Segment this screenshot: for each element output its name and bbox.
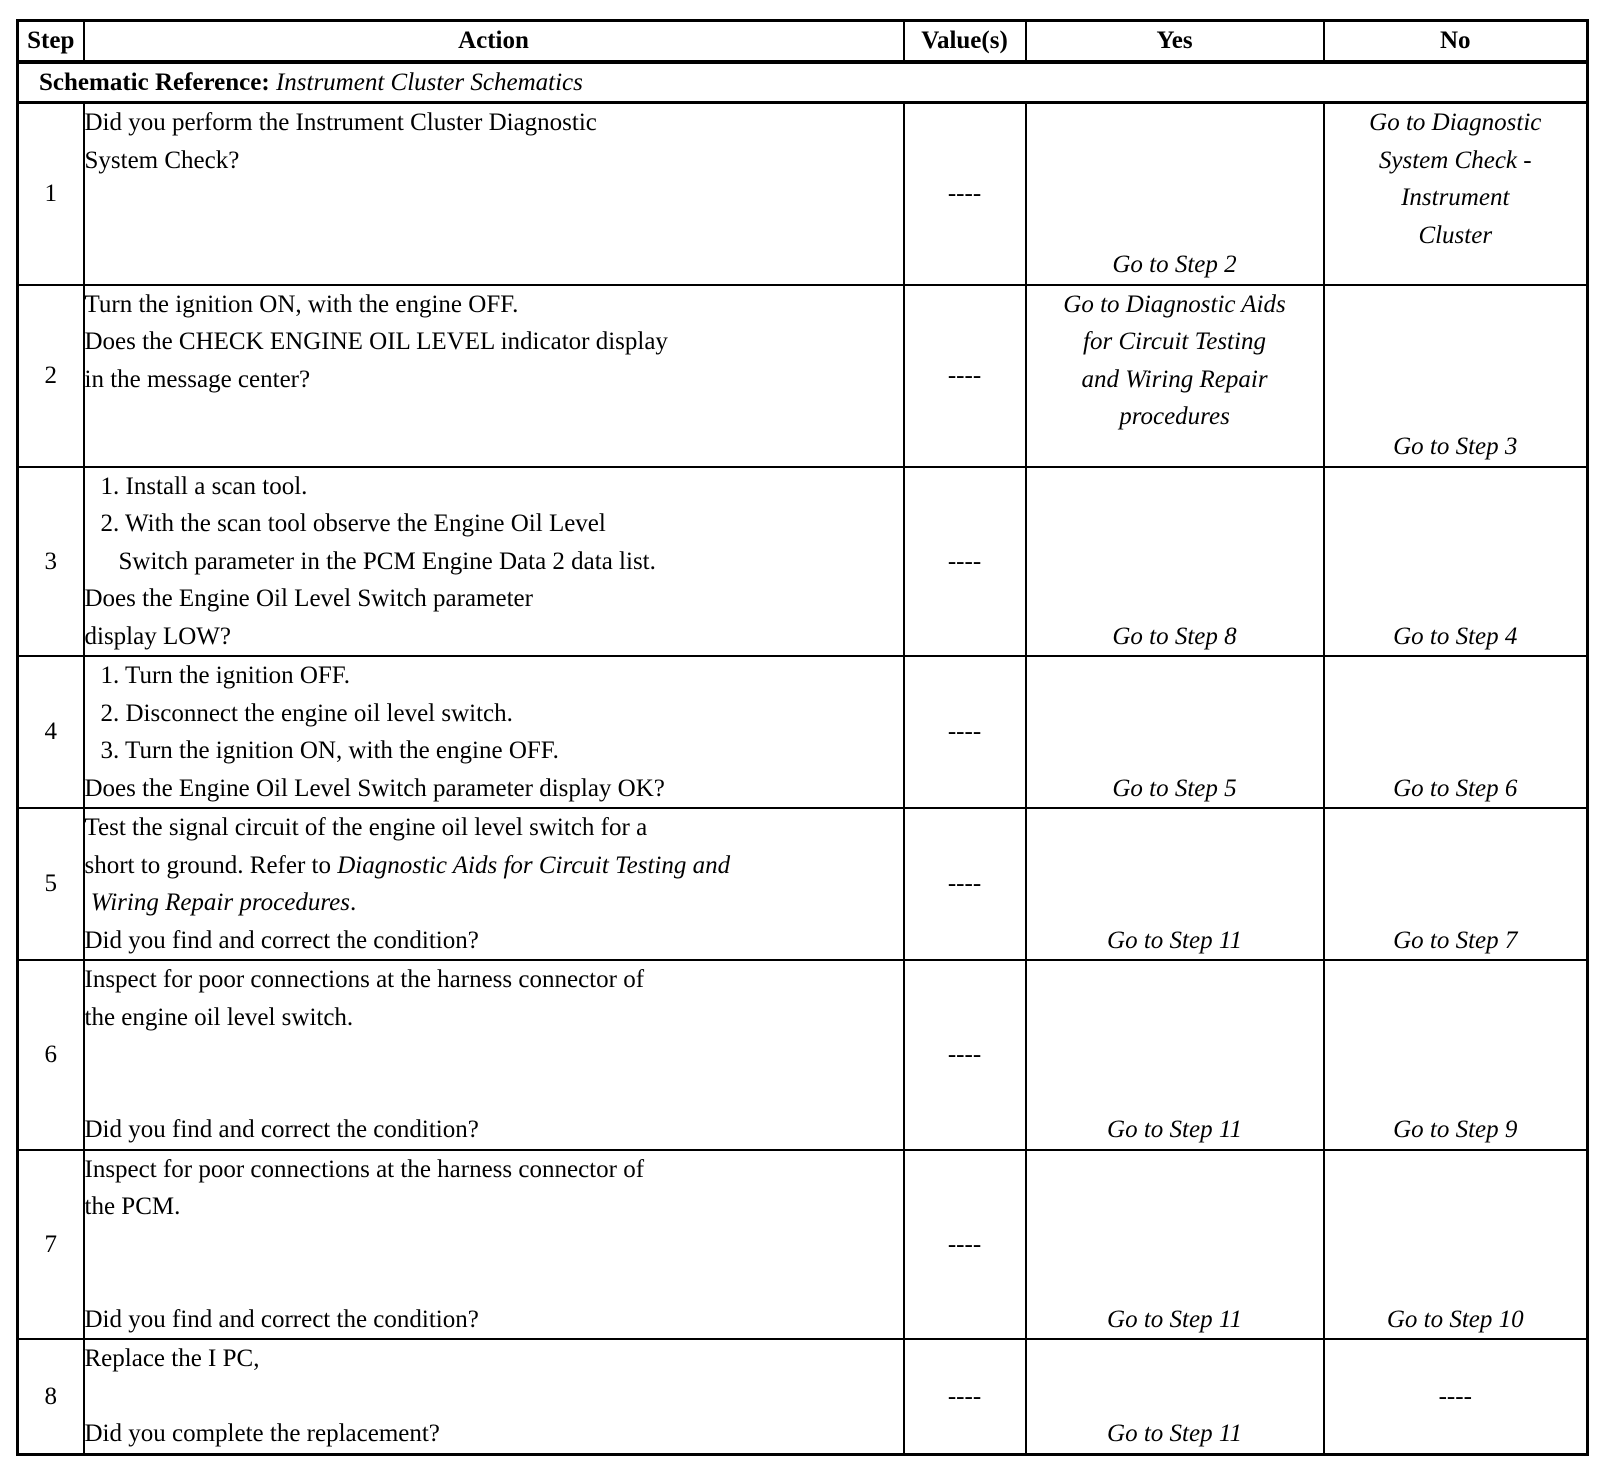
- action-line: Does the Engine Oil Level Switch parameter display OK?: [84, 774, 665, 802]
- yes-link: Go to Step 11: [1107, 1420, 1242, 1447]
- action-line: display LOW?: [84, 622, 231, 650]
- action-line: [85, 884, 903, 922]
- no-link: Go to Step 3: [1393, 433, 1518, 460]
- schematic-reference-label: Schematic Reference:: [39, 68, 270, 96]
- action-line: the engine oil level switch.: [84, 1003, 354, 1031]
- yes-link: Go to Step 2: [1112, 251, 1237, 278]
- value-cell: ----: [904, 285, 1026, 467]
- yes-link-line: procedures: [1119, 403, 1230, 430]
- step-number: 6: [18, 960, 84, 1150]
- no-link-line: System Check -: [1378, 146, 1532, 174]
- yes-link: Go to Step 8: [1112, 622, 1237, 650]
- yes-link: Go to Step 11: [1107, 926, 1242, 954]
- table-row: [18, 1150, 1588, 1340]
- no-cell: [1324, 467, 1588, 657]
- action-line: Replace the I PC,: [84, 1345, 260, 1372]
- no-link: Go to Step 9: [1393, 1116, 1518, 1143]
- table-row: [18, 1339, 1588, 1454]
- header-values: Value(s): [904, 21, 1026, 62]
- yes-link: Go to Step 11: [1107, 1116, 1242, 1143]
- step-number: 8: [18, 1339, 84, 1454]
- no-cell: [1324, 808, 1588, 960]
- value-cell: ----: [904, 467, 1026, 657]
- no-cell: [1324, 960, 1588, 1150]
- value-cell: ----: [904, 1150, 1026, 1340]
- action-text: short to ground. Refer to: [84, 851, 338, 879]
- action-cell: [84, 467, 904, 657]
- header-row: [18, 21, 1588, 62]
- action-reference: Wiring Repair procedures: [90, 889, 350, 916]
- action-line: in the message center?: [84, 365, 311, 393]
- step-number: 1: [18, 103, 84, 285]
- no-link: Go to Step 10: [1386, 1305, 1524, 1333]
- value-cell: ----: [904, 808, 1026, 960]
- action-line: 1. Install a scan tool.: [100, 472, 308, 500]
- diagnostic-table: [16, 19, 1589, 1456]
- header-step: Step: [18, 21, 84, 62]
- yes-link-line: and Wiring Repair: [1081, 365, 1268, 393]
- yes-link-line: Go to Diagnostic Aids: [1063, 290, 1286, 318]
- yes-cell: [1026, 960, 1324, 1150]
- schematic-reference-value: Instrument Cluster Schematics: [275, 68, 583, 96]
- header-yes: Yes: [1026, 21, 1324, 62]
- action-question: Did you find and correct the condition?: [84, 1116, 479, 1143]
- value-cell: ----: [904, 960, 1026, 1150]
- yes-cell: [1026, 285, 1324, 467]
- yes-cell: [1026, 808, 1324, 960]
- action-line: Switch parameter in the PCM Engine Data 2 data list.: [118, 547, 656, 575]
- value-cell: ----: [904, 1339, 1026, 1454]
- no-link: Go to Step 6: [1393, 774, 1518, 802]
- action-line: [85, 847, 903, 885]
- action-line: Turn the ignition ON, with the engine OFF.: [84, 290, 519, 318]
- table-row: [18, 103, 1588, 285]
- table-row: [18, 960, 1588, 1150]
- action-line: Inspect for poor connections at the harness connector of: [84, 1155, 645, 1183]
- yes-link-line: for Circuit Testing: [1083, 328, 1266, 355]
- table-row: [18, 467, 1588, 657]
- action-line: Test the signal circuit of the engine oil level switch for a: [84, 814, 648, 841]
- schematic-reference-row: [18, 62, 1588, 103]
- table-row: [18, 285, 1588, 467]
- action-cell: [84, 1150, 904, 1340]
- action-question: Did you complete the replacement?: [84, 1420, 440, 1447]
- action-reference: Diagnostic Aids for Circuit Testing and: [337, 851, 731, 879]
- yes-link: Go to Step 11: [1107, 1305, 1242, 1333]
- no-link: Go to Step 7: [1393, 926, 1518, 954]
- step-number: 3: [18, 467, 84, 657]
- action-line: 3. Turn the ignition ON, with the engine OFF.: [100, 737, 559, 764]
- action-line: the PCM.: [84, 1193, 181, 1220]
- yes-cell: [1026, 467, 1324, 657]
- table-row: [18, 808, 1588, 960]
- table-row: [18, 656, 1588, 808]
- action-cell: [84, 808, 904, 960]
- action-line: Inspect for poor connections at the harness connector of: [84, 966, 645, 993]
- value-cell: ----: [904, 103, 1026, 285]
- action-cell: [84, 960, 904, 1150]
- schematic-reference: [18, 62, 1588, 103]
- action-line: System Check?: [84, 146, 240, 174]
- no-link: Go to Step 4: [1393, 622, 1518, 650]
- no-cell: [1324, 285, 1588, 467]
- header-action: Action: [84, 21, 904, 62]
- no-cell: [1324, 1150, 1588, 1340]
- step-number: 5: [18, 808, 84, 960]
- header-no: No: [1324, 21, 1588, 62]
- value-cell: ----: [904, 656, 1026, 808]
- action-line: 2. With the scan tool observe the Engine Oil Level: [100, 510, 606, 537]
- yes-cell: [1026, 1339, 1324, 1454]
- no-cell: [1324, 656, 1588, 808]
- action-text: .: [349, 889, 357, 916]
- action-cell: [84, 1339, 904, 1454]
- action-line: Does the Engine Oil Level Switch parameter: [84, 585, 533, 612]
- no-link-line: Instrument: [1401, 184, 1510, 211]
- no-link-line: Go to Diagnostic: [1369, 109, 1542, 136]
- yes-link: Go to Step 5: [1112, 774, 1237, 802]
- no-link-line: Cluster: [1418, 221, 1493, 249]
- step-number: 4: [18, 656, 84, 808]
- yes-cell: [1026, 1150, 1324, 1340]
- action-cell: [84, 285, 904, 467]
- action-question: Did you find and correct the condition?: [84, 1305, 479, 1333]
- yes-cell: [1026, 103, 1324, 285]
- action-line: Does the CHECK ENGINE OIL LEVEL indicator display: [84, 328, 668, 355]
- action-line: Did you perform the Instrument Cluster Diagnostic: [84, 109, 597, 136]
- no-cell: [1324, 103, 1588, 285]
- action-line: 1. Turn the ignition OFF.: [100, 662, 350, 689]
- no-cell: ----: [1324, 1339, 1588, 1454]
- action-cell: [84, 656, 904, 808]
- action-cell: [84, 103, 904, 285]
- action-line: Did you find and correct the condition?: [84, 926, 479, 954]
- yes-cell: [1026, 656, 1324, 808]
- step-number: 7: [18, 1150, 84, 1340]
- action-line: 2. Disconnect the engine oil level switch.: [100, 699, 513, 727]
- step-number: 2: [18, 285, 84, 467]
